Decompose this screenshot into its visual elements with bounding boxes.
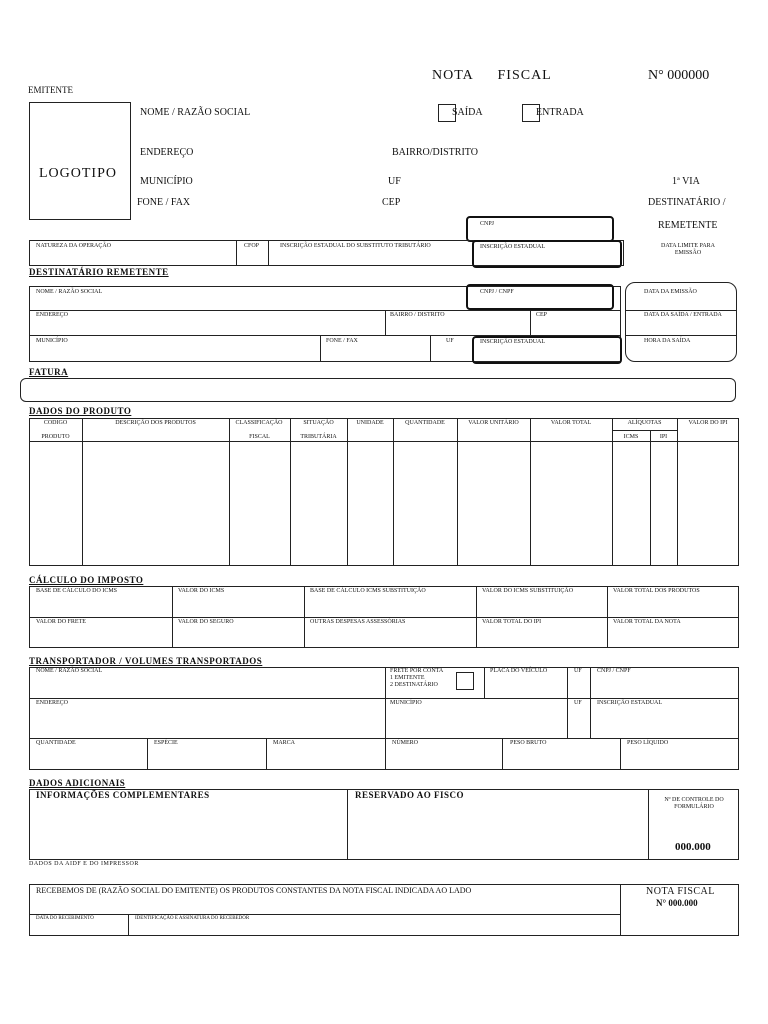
logo-text: LOGOTIPO	[39, 166, 117, 181]
emitente-bairro-label: BAIRRO/DISTRITO	[392, 147, 478, 158]
emitente-uf-label: UF	[388, 176, 401, 187]
dest-bairro-label: BAIRRO / DISTRITO	[390, 312, 445, 318]
emitente-insc-label: INSCRIÇÃO ESTADUAL	[480, 244, 546, 250]
controle-number: 000.000	[675, 841, 711, 853]
saida-label: SAÍDA	[452, 107, 483, 118]
seguro-label: VALOR DO SEGURO	[178, 619, 234, 625]
transp-nome-label: NOME / RAZÃO SOCIAL	[36, 668, 103, 674]
fisco-label: RESERVADO AO FISCO	[355, 790, 465, 800]
dest-cnpj-label: CNPJ / CNPF	[480, 289, 514, 295]
frete-label: VALOR DO FRETE	[36, 619, 86, 625]
ident-recebedor-label: IDENTIFICAÇÃO E ASSINATURA DO RECEBEDOR	[135, 916, 250, 921]
transp-uf2-label: UF	[574, 700, 582, 706]
dest-uf-label: UF	[446, 338, 454, 344]
emitente-insc-field[interactable]	[472, 240, 622, 268]
emitente-cnpj-field[interactable]	[466, 216, 614, 242]
transp-uf-label: UF	[574, 668, 582, 674]
transportador-title: TRANSPORTADOR / VOLUMES TRANSPORTADOS	[29, 656, 263, 666]
fatura-box[interactable]	[20, 378, 736, 402]
col-unidade: UNIDADE	[356, 420, 384, 426]
total-ipi-label: VALOR TOTAL DO IPI	[482, 619, 542, 625]
emitente-endereco-label: ENDEREÇO	[140, 147, 194, 158]
recibo-nota-number: N° 000.000	[656, 898, 698, 908]
dest-municipio-label: MUNICÍPIO	[36, 338, 68, 344]
col-icms: ICMS	[623, 434, 639, 440]
col-valor-total: VALOR TOTAL	[550, 420, 592, 426]
hora-saida-label: HORA DA SAÍDA	[644, 338, 691, 344]
info-compl-label: INFORMAÇÕES COMPLEMENTARES	[36, 790, 210, 800]
destinatario-via-label: DESTINATÁRIO /	[648, 197, 726, 208]
frete-destinatario-label: 2 DESTINATÁRIO	[390, 682, 438, 688]
dest-cnpj-field[interactable]	[466, 284, 614, 310]
transp-endereco-label: ENDEREÇO	[36, 700, 68, 706]
natureza-label: NATUREZA DA OPERAÇÃO	[36, 243, 112, 249]
frete-conta-label: FRETE POR CONTA	[390, 668, 444, 674]
produto-title: DADOS DO PRODUTO	[29, 406, 132, 416]
frete-emitente-label: 1 EMITENTE	[390, 675, 425, 681]
base-icms-sub-label: BASE DE CÁLCULO ICMS SUBSTITUIÇÃO	[310, 588, 426, 594]
title-nota: NOTA	[432, 68, 473, 83]
dest-cep-label: CEP	[536, 312, 548, 318]
col-codigo: CODIGO	[43, 420, 68, 426]
dest-nome-label: NOME / RAZÃO SOCIAL	[36, 289, 103, 295]
valor-icms-sub-label: VALOR DO ICMS SUBSTITUIÇÃO	[482, 588, 574, 594]
dest-fone-label: FONE / FAX	[326, 338, 358, 344]
destinatario-title: DESTINATÁRIO REMETENTE	[29, 267, 169, 277]
data-limite-label: DATA LIMITE PARA EMISSÃO	[661, 243, 715, 256]
col-aliquotas: ALÍQUOTAS	[627, 420, 662, 426]
numero-label: NÚMERO	[392, 740, 419, 746]
transportador-grid	[29, 667, 739, 770]
emitente-cnpj-label: CNPJ	[480, 221, 495, 227]
valor-icms-label: VALOR DO ICMS	[178, 588, 225, 594]
col-codigo-2: PRODUTO	[41, 434, 70, 440]
col-situacao: SITUAÇÃO	[303, 420, 334, 426]
emitente-label: EMITENTE	[28, 85, 73, 95]
transp-insc-label: INSCRIÇÃO ESTADUAL	[597, 700, 663, 706]
transp-municipio-label: MUNICÍPIO	[390, 700, 422, 706]
dest-endereco-label: ENDEREÇO	[36, 312, 68, 318]
emitente-nome-label: NOME / RAZÃO SOCIAL	[140, 107, 251, 118]
total-produtos-label: VALOR TOTAL DOS PRODUTOS	[613, 588, 700, 594]
col-valor-ipi: VALOR DO IPI	[688, 420, 728, 426]
especie-label: ESPÉCIE	[154, 740, 178, 746]
insc-subst-label: INSCRIÇÃO ESTADUAL DO SUBSTITUTO TRIBUTÁRIO	[280, 243, 431, 249]
nota-number: N° 000000	[648, 68, 710, 83]
dest-insc-field[interactable]	[472, 336, 622, 364]
data-saida-label: DATA DA SAÍDA / ENTRADA	[644, 312, 722, 318]
col-fiscal: FISCAL	[249, 434, 270, 440]
peso-bruto-label: PESO BRUTO	[510, 740, 547, 746]
transp-cnpj-label: CNPJ / CNPF	[597, 668, 631, 674]
title-fiscal: FISCAL	[497, 68, 552, 83]
col-quantidade: QUANTIDADE	[405, 420, 445, 426]
recibo-nota-label: NOTA FISCAL	[646, 886, 715, 897]
aidf-label: DADOS DA AIDF E DO IMPRESSOR	[29, 861, 139, 867]
col-descricao: DESCRIÇÃO DOS PRODUTOS	[115, 420, 196, 426]
outras-label: OUTRAS DESPESAS ASSESSÓRIAS	[310, 619, 406, 625]
adicionais-title: DADOS ADICIONAIS	[29, 778, 126, 788]
logo-box	[29, 102, 131, 220]
entrada-label: ENTRADA	[536, 107, 584, 118]
data-recebimento-label: DATA DO RECEBIMENTO	[36, 916, 94, 921]
placa-label: PLACA DO VEÍCULO	[490, 668, 548, 674]
data-emissao-label: DATA DA EMISSÃO	[644, 289, 697, 295]
recibo-texto: RECEBEMOS DE (RAZÃO SOCIAL DO EMITENTE) OS PRODUTOS CONSTANTES DA NOTA FISCAL INDICADA AO LADO	[36, 886, 472, 895]
dest-insc-label: INSCRIÇÃO ESTADUAL	[480, 339, 546, 345]
controle-label: Nº DE CONTROLE DO FORMULÁRIO	[664, 797, 724, 810]
peso-liquido-label: PESO LÍQUIDO	[627, 740, 669, 746]
nota-fiscal-title	[432, 68, 552, 84]
emitente-fone-label: FONE / FAX	[137, 197, 191, 208]
via-label: 1ª VIA	[672, 176, 700, 187]
frete-checkbox[interactable]	[456, 672, 474, 690]
emitente-municipio-label: MUNICÍPIO	[140, 176, 193, 187]
col-classificacao: CLASSIFICAÇÃO	[235, 420, 283, 426]
quantidade-label: QUANTIDADE	[36, 740, 76, 746]
col-tributaria: TRIBUTÁRIA	[300, 434, 337, 440]
col-ipi: IPI	[659, 434, 668, 440]
col-valor-unit: VALOR UNITÁRIO	[468, 420, 519, 426]
total-nota-label: VALOR TOTAL DA NOTA	[613, 619, 681, 625]
emitente-cep-label: CEP	[382, 197, 401, 208]
base-icms-label: BASE DE CÁLCULO DO ICMS	[36, 588, 118, 594]
remetente-via-label: REMETENTE	[658, 220, 718, 231]
cfop-label: CFOP	[244, 243, 260, 249]
fatura-title: FATURA	[29, 367, 69, 377]
marca-label: MARCA	[273, 740, 296, 746]
imposto-title: CÁLCULO DO IMPOSTO	[29, 575, 144, 585]
